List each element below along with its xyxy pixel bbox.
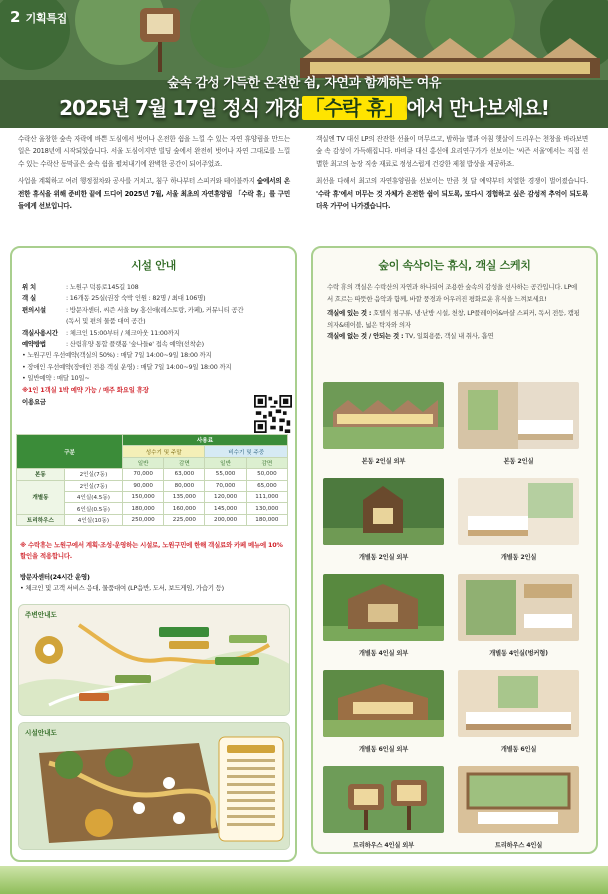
rooms-value: : 16개동 25실(권장 숙박 인원 : 82명 / 최대 106명) <box>66 294 206 303</box>
intro-paragraph: 사업을 계획하고 여러 행정절차와 공사를 거치고, 침구 하나부터 스피커와 테이블까지 숲에서의 온전한 휴식을 위해 준비한 끝에 드디어 2025년 7월, 서울 최초의 자연휴양림 「수락 휴」를 구민들에게 선보입니다. <box>18 177 290 211</box>
page-number: 2 <box>10 8 21 26</box>
visitor-center-info <box>20 572 288 594</box>
sketch-intro-text: 수락 휴의 객실은 수락산의 자연과 하나되어 조용한 숲속의 감성을 선사하는 공간입니다. LP에서 흐르는 따뜻한 음악과 함께, 바깥 풍경과 어우러진 평화로운 휴식을 느껴보세요! <box>327 283 578 303</box>
map-illustration <box>19 605 290 716</box>
room-photo <box>323 766 444 833</box>
surrounding-map[interactable] <box>18 604 290 716</box>
room-photo <box>458 478 579 545</box>
headline-tail: 에서 만나보세요! <box>406 96 549 120</box>
room-photo <box>458 382 579 449</box>
fees-header-fee: 사용료 <box>123 435 288 446</box>
table-row: 본동 2인실(7동) 70,000 63,000 55,000 50,000 <box>17 469 288 480</box>
intro-right-column <box>316 133 588 217</box>
room-sketch-panel <box>311 246 598 854</box>
fees-header-peak: 성수기 및 주말 <box>123 446 205 457</box>
intro-left-column <box>18 133 290 217</box>
fees-header-discount: 감면 <box>246 457 287 468</box>
qr-code-icon[interactable] <box>254 395 292 433</box>
amenities-label: 편의시설 <box>22 305 46 314</box>
location-label: 위 치 <box>22 283 36 291</box>
facility-map-label: 시설안내도 <box>25 729 57 737</box>
site-map-illustration <box>19 723 290 850</box>
hero-headline <box>0 92 608 121</box>
time-label: 객실사용시간 <box>22 328 58 337</box>
reserve-label: 예약방법 <box>22 340 46 349</box>
gallery-item[interactable]: 본동 2인실 <box>458 382 579 465</box>
room-not-list: 객실에 없는 것 / 안되는 것 : TV, 일회용품, 객실 내 취사, 흡연 <box>327 332 494 341</box>
gallery-item[interactable]: 본동 2인실 외부 <box>323 382 444 465</box>
amenities-value: : 방문자센터, 씨즌 서울 by 홍신애(레스토랑, 카페), 커뮤니티 공간 <box>66 305 244 314</box>
fees-table <box>16 434 288 526</box>
fees-header-division: 구분 <box>17 435 123 469</box>
gallery-item[interactable]: 개별동 2인실 <box>458 478 579 561</box>
fees-header-off: 비수기 및 주중 <box>205 446 288 457</box>
room-has-list: 객실에 있는 것 : 호텔식 침구류, 냉·난방 시설, 천창, LP플레이어&마샬 스피커, 독서 전등, 캠핑 의자&테이블, 넓은 탁자와 의자 <box>327 309 580 329</box>
hero-subtitle: 숲속 감성 가득한 온전한 쉼, 자연과 함께하는 여유 <box>167 76 441 91</box>
fees-title: 이용요금 <box>22 398 46 407</box>
sketch-intro <box>313 282 596 343</box>
gallery-item[interactable]: 개별동 4인실 외부 <box>323 574 444 657</box>
gallery-item[interactable]: 트리하우스 4인실 <box>458 766 579 849</box>
gallery-item[interactable]: 트리하우스 4인실 외부 <box>323 766 444 849</box>
visitor-title: 방문자센터(24시간 운영) <box>20 573 90 581</box>
page-section-label <box>10 8 67 26</box>
footer-decoration <box>0 866 608 894</box>
room-photo <box>323 670 444 737</box>
room-photo <box>323 382 444 449</box>
fees-header-general: 일반 <box>123 457 164 468</box>
table-row: 개별동 2인실(7동) 90,000 80,000 70,000 65,000 <box>17 480 288 491</box>
facility-details <box>12 282 295 408</box>
gallery-item[interactable]: 개별동 4인실(벙커형) <box>458 574 579 657</box>
room-photo <box>458 670 579 737</box>
reserve-item: • 노원구민 우선예약(객실의 50%) : 매달 7일 14:00~9일 18:00 까지 <box>22 351 212 360</box>
visitor-value: • 체크인 및 고객 서비스 응대, 물품대여 (LP음반, 도서, 보드게임, 가습기 등) <box>20 584 224 592</box>
intro-paragraph: 수락산 울창한 숲속 자락에 바쁜 도심에서 벗어나 온전한 쉼을 느낄 수 있는 자연 휴양림을 만드는 일은 2018년에 시작되었습니다. 서울 도심이지만 빌딩 숲에서 완전히 벗어나 자연 그대로를 느낄 수 있는 수락산 동막골은 숲속 쉼을 펼쳐내기에 완벽한 공간이 되어주었죠. <box>18 135 290 168</box>
headline-highlight: 「수락 휴」 <box>302 96 407 120</box>
location-value: : 노원구 덕릉로145길 108 <box>66 283 139 291</box>
gallery-item[interactable]: 개별동 6인실 <box>458 670 579 753</box>
room-photo <box>323 478 444 545</box>
hero-banner <box>0 0 608 128</box>
surrounding-map-label: 주변안내도 <box>25 611 57 619</box>
gallery-item[interactable]: 개별동 6인실 외부 <box>323 670 444 753</box>
facility-map[interactable] <box>18 722 290 850</box>
reserve-item: • 일반예약 : 매달 10일~ <box>22 374 90 383</box>
fees-header-general: 일반 <box>205 457 246 468</box>
headline-date: 2025년 7월 17일 정식 개장 <box>59 96 302 120</box>
time-value: : 체크인 15:00부터 / 체크아웃 11:00까지 <box>66 328 180 337</box>
intro-paragraph: 최선을 다해서 최고의 자연휴양림을 선보이는 만큼 첫 달 예약부터 치열한 경쟁이 벌어졌습니다. '수락 휴'에서 머무는 것 자체가 온전한 쉼이 되도록, 또다시 경험하고 싶은 감성적 추억이 되도록 더욱 가꾸어 나가겠습니다. <box>316 177 588 211</box>
table-row: 6인실(0.5동) 180,000 160,000 145,000 130,000 <box>17 503 288 514</box>
room-photo <box>323 574 444 641</box>
room-photo <box>458 766 579 833</box>
discount-note: ※ 수락휴는 노원구에서 계획·조성·운영하는 시설로, 노원구민에 한해 객실료와 카페 메뉴에 10% 할인을 적용합니다. <box>20 541 283 560</box>
intro-paragraph: 객실엔 TV 대신 LP의 잔잔한 선율이 머무르고, 밤하늘 별과 아침 햇살이 드리우는 천창을 바라보면 숲 속 감성이 가득해집니다. 바비큐 대신 홍신애 요리연구가가 선보이는 '씨즌 서울'에서는 직접 선별한 최고의 농장 직송 재료로 정성스럽게 건강한 제철 밥상을 제공하죠. <box>316 135 588 168</box>
rooms-label: 객 실 <box>22 294 36 303</box>
room-photo <box>458 574 579 641</box>
reserve-value: : 산림휴양 통합 플랫폼 '숲나들e' 접속 예약(선착순) <box>66 340 204 349</box>
reserve-note: ※1인 1객실 1박 예약 가능 / 매주 화요일 휴장 <box>22 385 149 394</box>
reserve-item: • 장애인 우선예약(장애인 전용 객실 운영) : 매달 7일 14:00~9일 18:00 까지 <box>22 362 232 371</box>
table-row: 4인실(4.5동) 150,000 135,000 120,000 111,000 <box>17 491 288 502</box>
facility-title: 시설 안내 <box>131 259 176 272</box>
table-row: 트리하우스 4인실(10동) 250,000 225,000 200,000 180,000 <box>17 514 288 525</box>
gallery-item[interactable]: 개별동 2인실 외부 <box>323 478 444 561</box>
section-label: 기획특집 <box>25 12 67 25</box>
amenities-value-note: (독서 및 편의 물품 대여 공간) <box>66 317 146 326</box>
fees-header-discount: 감면 <box>164 457 205 468</box>
sketch-title: 숲이 속삭이는 휴식, 객실 스케치 <box>378 259 531 272</box>
